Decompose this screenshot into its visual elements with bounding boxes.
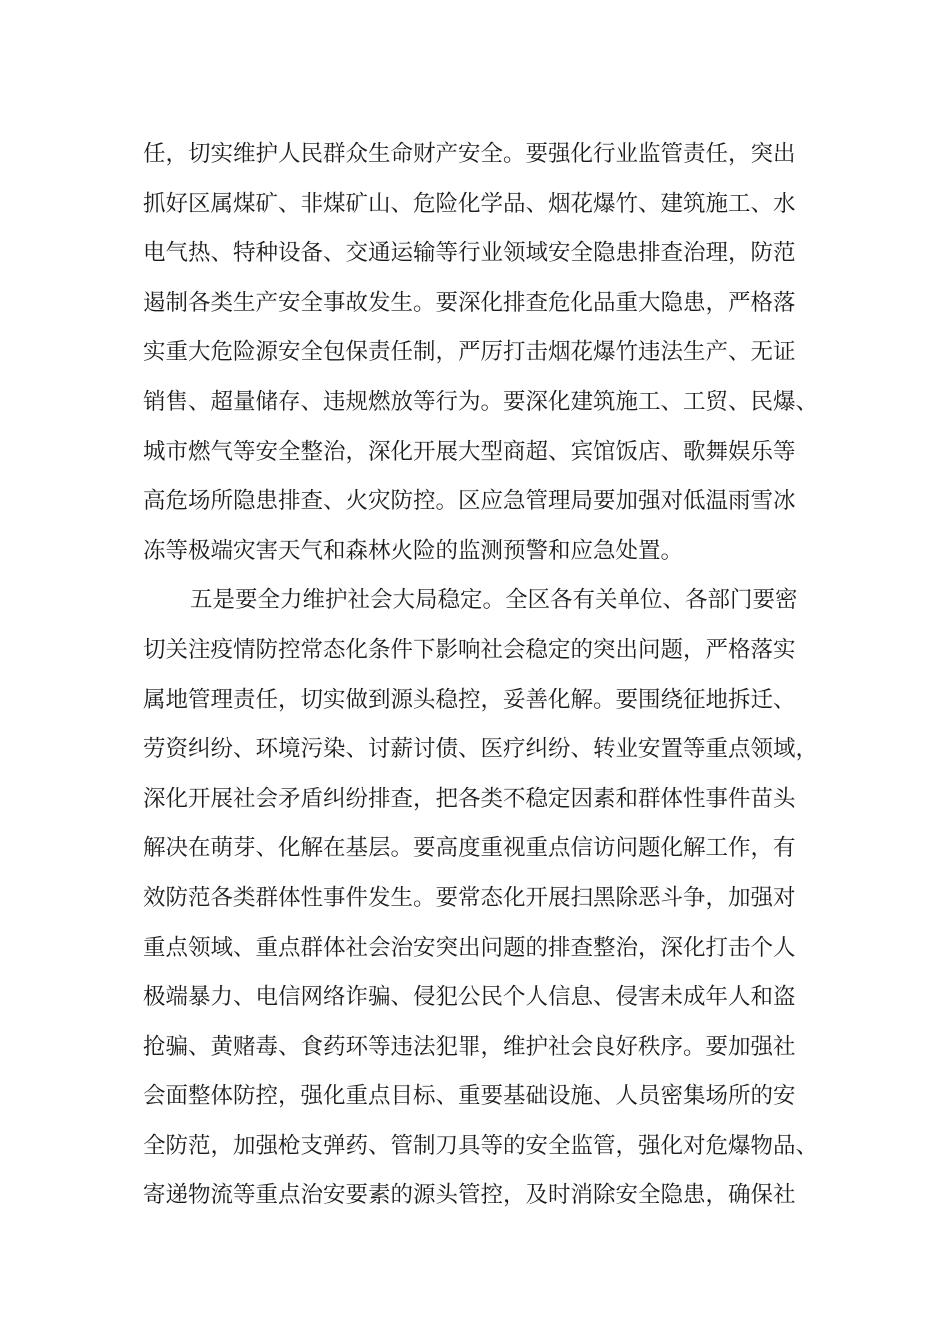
text-line: 深化开展社会矛盾纠纷排查，把各类不稳定因素和群体性事件苗头 (143, 785, 796, 812)
text-line: 解决在萌芽、化解在基层。要高度重视重点信访问题化解工作，有 (143, 835, 796, 862)
text-line: 销售、超量储存、违规燃放等行为。要深化建筑施工、工贸、民爆、 (143, 388, 819, 415)
text-line: 城市燃气等安全整治，深化开展大型商超、宾馆饭店、歌舞娱乐等 (143, 438, 796, 465)
text-line: 冻等极端灾害天气和森林火险的监测预警和应急处置。 (143, 537, 684, 564)
text-line: 会面整体防控，强化重点目标、重要基础设施、人员密集场所的安 (143, 1083, 796, 1110)
text-line: 任，切实维护人民群众生命财产安全。要强化行业监管责任，突出 (143, 141, 796, 167)
text-line: 寄递物流等重点治安要素的源头管控，及时消除安全隐患，确保社 (143, 1182, 796, 1209)
text-line: 高危场所隐患排查、火灾防控。区应急管理局要加强对低温雨雪冰 (143, 488, 796, 515)
text-line: 电气热、特种设备、交通运输等行业领域安全隐患排查治理，防范 (143, 240, 796, 267)
text-line: 抢骗、黄赌毒、食药环等违法犯罪，维护社会良好秩序。要加强社 (143, 1033, 796, 1060)
text-line: 实重大危险源安全包保责任制，严厉打击烟花爆竹违法生产、无证 (143, 339, 796, 366)
text-line: 极端暴力、电信网络诈骗、侵犯公民个人信息、侵害未成年人和盗 (143, 984, 796, 1011)
body-text (143, 130, 823, 1221)
text-line: 切关注疫情防控常态化条件下影响社会稳定的突出问题，严格落实 (143, 636, 796, 663)
text-line: 抓好区属煤矿、非煤矿山、危险化学品、烟花爆竹、建筑施工、水 (143, 190, 796, 217)
text-line: 重点领域、重点群体社会治安突出问题的排查整治，深化打击个人 (143, 934, 796, 961)
text-line: 遏制各类生产安全事故发生。要深化排查危化品重大隐患，严格落 (143, 289, 796, 316)
text-line: 全防范，加强枪支弹药、管制刀具等的安全监管，强化对危爆物品、 (143, 1132, 819, 1159)
text-line: 效防范各类群体性事件发生。要常态化开展扫黑除恶斗争，加强对 (143, 884, 796, 911)
paragraph-start-line: 五是要全力维护社会大局稳定。全区各有关单位、各部门要密 (190, 587, 798, 614)
text-line: 属地管理责任，切实做到源头稳控，妥善化解。要围绕征地拆迁、 (143, 686, 796, 713)
text-line: 劳资纠纷、环境污染、讨薪讨债、医疗纠纷、转业安置等重点领域， (143, 736, 819, 763)
